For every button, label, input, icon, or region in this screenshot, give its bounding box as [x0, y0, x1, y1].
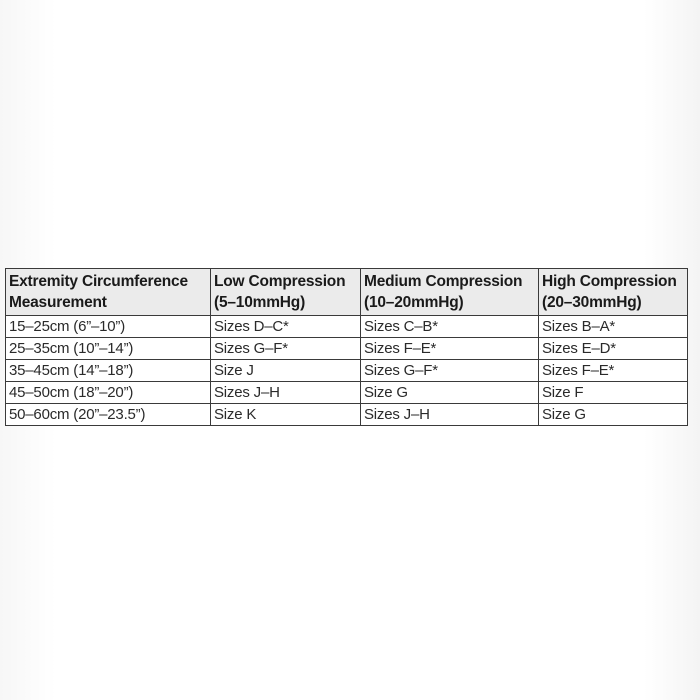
- table-row: [6, 382, 688, 404]
- medium-compression-cell: Sizes J–H: [361, 404, 539, 426]
- low-compression-cell: Sizes J–H: [211, 382, 361, 404]
- medium-compression-cell: Size G: [361, 382, 539, 404]
- low-compression-cell: Sizes D–C*: [211, 316, 361, 338]
- compression-size-table-container: [5, 268, 693, 426]
- medium-compression-cell: Sizes G–F*: [361, 360, 539, 382]
- header-line: (5–10mmHg): [214, 294, 306, 311]
- high-compression-cell: Sizes F–E*: [539, 360, 688, 382]
- header-line: Medium Compression: [364, 273, 523, 290]
- table-row: [6, 338, 688, 360]
- header-line: Extremity Circumference: [9, 273, 188, 290]
- high-compression-cell: Sizes B–A*: [539, 316, 688, 338]
- header-line: Measurement: [9, 294, 107, 311]
- table-row: [6, 360, 688, 382]
- table-body: [6, 316, 688, 426]
- high-compression-cell: Size F: [539, 382, 688, 404]
- high-compression-cell: Size G: [539, 404, 688, 426]
- table-header: [6, 269, 688, 316]
- measurement-cell: 50–60cm (20”–23.5”): [6, 404, 211, 426]
- header-line: (20–30mmHg): [542, 294, 642, 311]
- low-compression-cell: Size J: [211, 360, 361, 382]
- header-low-compression: [211, 269, 361, 316]
- header-medium-compression: [361, 269, 539, 316]
- header-high-compression: [539, 269, 688, 316]
- header-line: (10–20mmHg): [364, 294, 464, 311]
- header-line: High Compression: [542, 273, 677, 290]
- measurement-cell: 25–35cm (10”–14”): [6, 338, 211, 360]
- compression-size-table: [5, 268, 688, 426]
- table-row: [6, 404, 688, 426]
- measurement-cell: 15–25cm (6”–10”): [6, 316, 211, 338]
- header-row: [6, 269, 688, 316]
- measurement-cell: 45–50cm (18”–20”): [6, 382, 211, 404]
- measurement-cell: 35–45cm (14”–18”): [6, 360, 211, 382]
- table-row: [6, 316, 688, 338]
- low-compression-cell: Size K: [211, 404, 361, 426]
- medium-compression-cell: Sizes C–B*: [361, 316, 539, 338]
- low-compression-cell: Sizes G–F*: [211, 338, 361, 360]
- high-compression-cell: Sizes E–D*: [539, 338, 688, 360]
- header-extremity-circumference: [6, 269, 211, 316]
- medium-compression-cell: Sizes F–E*: [361, 338, 539, 360]
- header-line: Low Compression: [214, 273, 346, 290]
